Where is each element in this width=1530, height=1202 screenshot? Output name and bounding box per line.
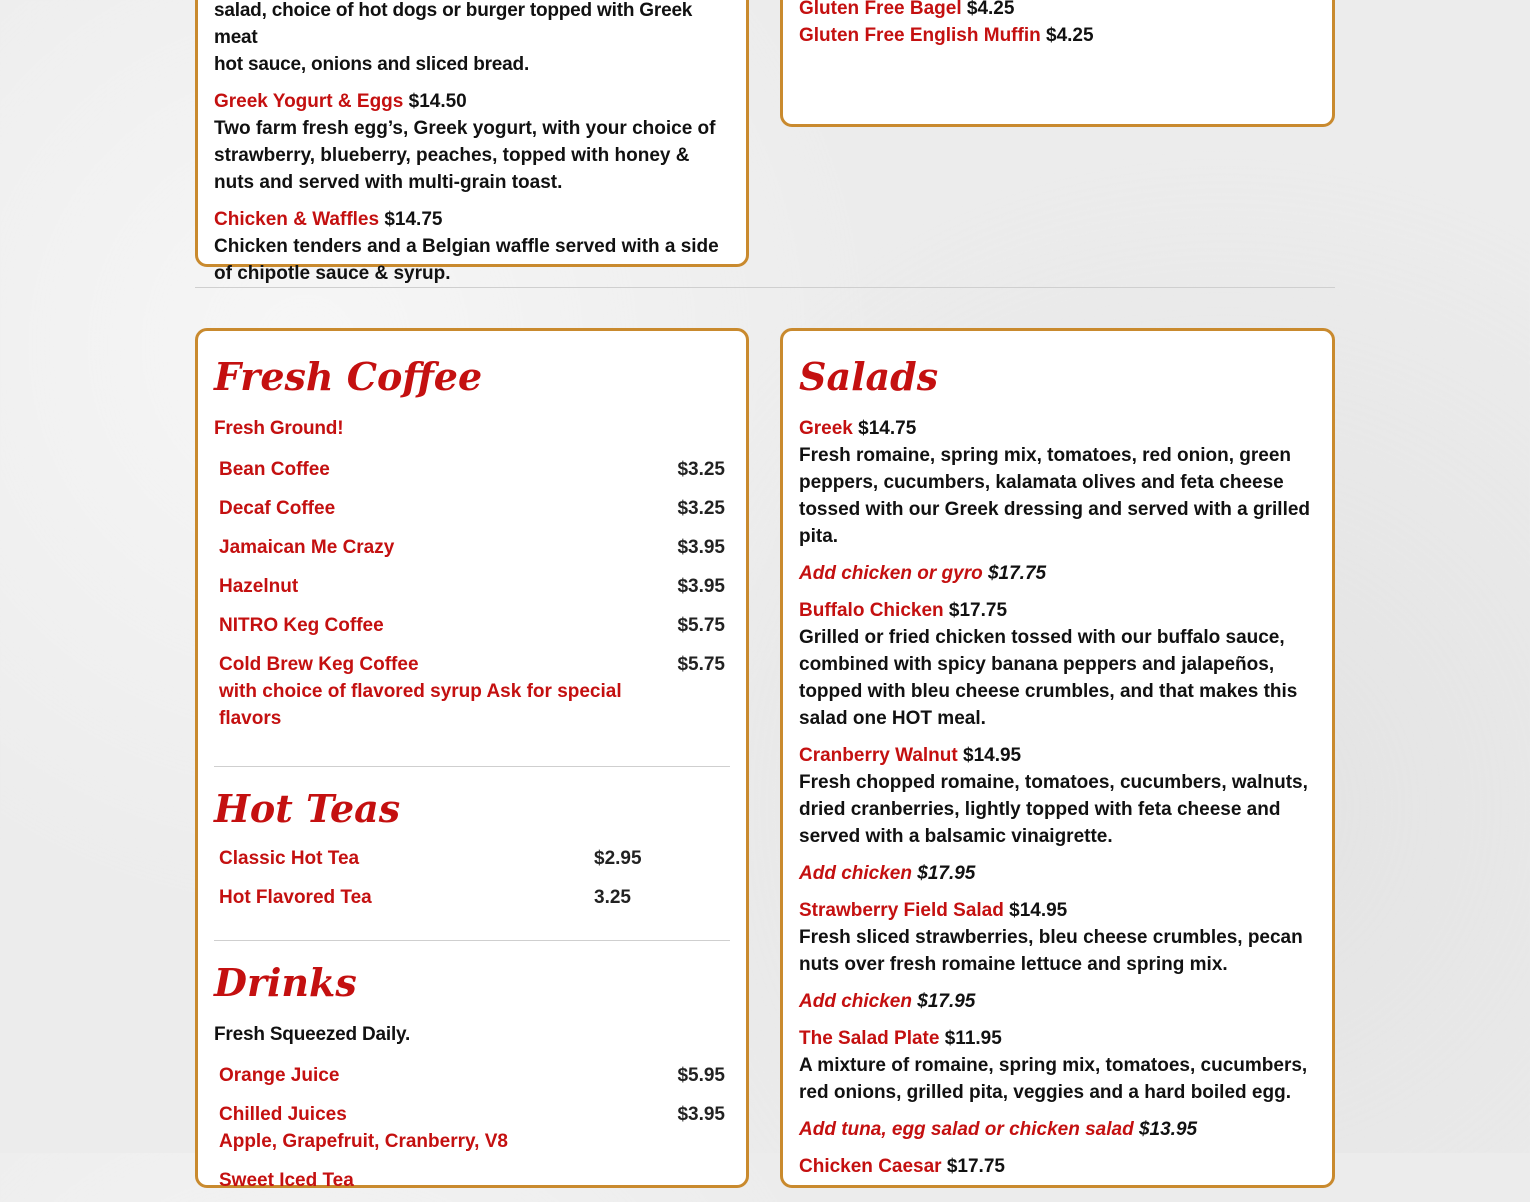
table-row[interactable] bbox=[214, 880, 730, 919]
item-price: $14.95 bbox=[963, 745, 1022, 766]
item-note: Apple, Grapefruit, Cranberry, V8 bbox=[219, 1131, 508, 1152]
item-name: NITRO Keg Coffee bbox=[219, 615, 384, 636]
menu-item bbox=[799, 415, 1316, 550]
table-row[interactable] bbox=[214, 608, 730, 647]
item-price: $11.95 bbox=[944, 1028, 1002, 1049]
item-note: with choice of flavored syrup Ask for special flavors bbox=[219, 681, 622, 729]
item-price: $14.50 bbox=[408, 91, 467, 112]
teas-title: Hot Teas bbox=[214, 786, 401, 831]
table-row[interactable] bbox=[214, 530, 730, 569]
breakfast-card bbox=[195, 0, 749, 284]
menu-item bbox=[799, 897, 1316, 978]
table-row[interactable] bbox=[214, 491, 730, 530]
drinks-table bbox=[214, 1058, 730, 1202]
add-on bbox=[799, 860, 1316, 887]
coffee-title: Fresh Coffee bbox=[214, 354, 483, 399]
item-name: Jamaican Me Crazy bbox=[219, 537, 395, 558]
item-price: $3.25 bbox=[677, 498, 725, 519]
item-price: $14.95 bbox=[1009, 900, 1068, 921]
table-row[interactable] bbox=[214, 1163, 730, 1202]
item-name: Cold Brew Keg Coffee bbox=[219, 654, 419, 675]
item-price: 3.25 bbox=[594, 887, 631, 908]
item-price bbox=[647, 1163, 730, 1202]
add-on bbox=[799, 988, 1316, 1015]
item-price: $3.95 bbox=[677, 576, 725, 597]
item-name[interactable]: Chicken & Waffles bbox=[214, 209, 380, 230]
item-name[interactable]: Chicken Caesar bbox=[799, 1156, 942, 1177]
teas-table bbox=[214, 841, 730, 919]
item-price: $5.75 bbox=[677, 615, 725, 636]
item-price: $17.75 bbox=[948, 600, 1008, 621]
item-price: $4.25 bbox=[966, 0, 1015, 19]
coffee-subtitle: Fresh Ground! bbox=[214, 418, 344, 439]
addon-price: $17.95 bbox=[917, 991, 976, 1012]
menu-item bbox=[214, 88, 730, 196]
item-description: Two farm fresh egg’s, Greek yogurt, with your choice of strawberry, blueberry, peaches, topped with honey & nuts and served with multi-grain toast. bbox=[214, 118, 716, 193]
addon-price: $17.95 bbox=[917, 863, 976, 884]
item-name: Chilled Juices bbox=[219, 1104, 347, 1125]
intro-line: salad, choice of hot dogs or burger topped with Greek meat bbox=[214, 0, 693, 48]
item-name[interactable]: Greek Yogurt & Eggs bbox=[214, 91, 404, 112]
beverages-card bbox=[195, 328, 749, 1191]
add-on bbox=[799, 560, 1316, 587]
item-price: $5.95 bbox=[677, 1065, 725, 1086]
item-name[interactable]: Buffalo Chicken bbox=[799, 600, 944, 621]
addon-price: $17.75 bbox=[987, 563, 1047, 584]
item-description: Fresh sliced strawberries, bleu cheese crumbles, pecan nuts over fresh romaine lettuce and spring mix. bbox=[799, 927, 1303, 975]
menu-item bbox=[799, 742, 1316, 850]
divider bbox=[214, 940, 730, 941]
gluten-free-card bbox=[780, 0, 1335, 127]
addon-label: Add chicken bbox=[799, 863, 912, 884]
intro-line: hot sauce, onions and sliced bread. bbox=[214, 54, 530, 75]
section-divider bbox=[195, 287, 1335, 288]
item-price: $17.75 bbox=[946, 1156, 1005, 1177]
menu-item bbox=[799, 597, 1316, 732]
item-name: Bean Coffee bbox=[219, 459, 330, 480]
menu-item bbox=[214, 206, 730, 287]
drinks-title: Drinks bbox=[214, 960, 357, 1005]
item-price: $3.95 bbox=[677, 1104, 725, 1125]
item-description: Fresh romaine, spring mix, tomatoes, red onion, green peppers, cucumbers, kalamata olives and feta cheese tossed with our Greek dressing and served with a grilled pita. bbox=[799, 445, 1311, 547]
add-on bbox=[799, 1116, 1316, 1143]
item-name[interactable]: Cranberry Walnut bbox=[799, 745, 958, 766]
table-row[interactable] bbox=[214, 569, 730, 608]
addon-label: Add chicken bbox=[799, 991, 912, 1012]
table-row[interactable] bbox=[214, 1058, 730, 1097]
item-price: $2.95 bbox=[594, 848, 642, 869]
item-name: Decaf Coffee bbox=[219, 498, 336, 519]
item-name: Classic Hot Tea bbox=[219, 848, 360, 869]
table-row[interactable] bbox=[214, 1097, 730, 1163]
salads-title: Salads bbox=[799, 354, 939, 399]
item-name: Orange Juice bbox=[219, 1065, 340, 1086]
item-name[interactable]: Gluten Free English Muffin bbox=[799, 25, 1041, 46]
item-description: Grilled or fried chicken tossed with our buffalo sauce, combined with spicy banana peppers and jalapeños, topped with bleu cheese crumbles, and that makes this salad one HOT meal. bbox=[799, 627, 1298, 729]
drinks-subtitle: Fresh Squeezed Daily. bbox=[214, 1024, 411, 1045]
item-name: Hot Flavored Tea bbox=[219, 887, 372, 908]
addon-label: Add tuna, egg salad or chicken salad bbox=[799, 1119, 1134, 1140]
table-row[interactable] bbox=[214, 841, 730, 880]
item-description: Fresh chopped romaine, tomatoes, cucumbers, walnuts, dried cranberries, lightly topped with feta cheese and served with a balsamic vinaigrette. bbox=[799, 772, 1308, 847]
item-price: $3.95 bbox=[677, 537, 725, 558]
item-name[interactable]: Greek bbox=[799, 418, 853, 439]
item-name: Sweet Iced Tea bbox=[219, 1170, 354, 1191]
addon-label: Add chicken or gyro bbox=[799, 563, 983, 584]
item-description: Chicken tenders and a Belgian waffle served with a side of chipotle sauce & syrup. bbox=[214, 236, 719, 284]
addon-price: $13.95 bbox=[1138, 1119, 1198, 1140]
menu-item bbox=[799, 1025, 1316, 1106]
menu-item bbox=[799, 1153, 1316, 1180]
coffee-table bbox=[214, 452, 730, 740]
item-price: $4.25 bbox=[1046, 25, 1094, 46]
item-price: $14.75 bbox=[384, 209, 443, 230]
item-description: A mixture of romaine, spring mix, tomatoes, cucumbers, red onions, grilled pita, veggies and a hard boiled egg. bbox=[799, 1055, 1308, 1103]
item-price: $14.75 bbox=[858, 418, 917, 439]
table-row[interactable] bbox=[214, 647, 730, 740]
item-name: Hazelnut bbox=[219, 576, 299, 597]
item-name[interactable]: Strawberry Field Salad bbox=[799, 900, 1004, 921]
item-name[interactable]: Gluten Free Bagel bbox=[799, 0, 962, 19]
divider bbox=[214, 766, 730, 767]
salads-card bbox=[780, 328, 1335, 1188]
item-price: $5.75 bbox=[677, 654, 725, 675]
table-row[interactable] bbox=[214, 452, 730, 491]
item-price: $3.25 bbox=[677, 459, 725, 480]
item-name[interactable]: The Salad Plate bbox=[799, 1028, 940, 1049]
